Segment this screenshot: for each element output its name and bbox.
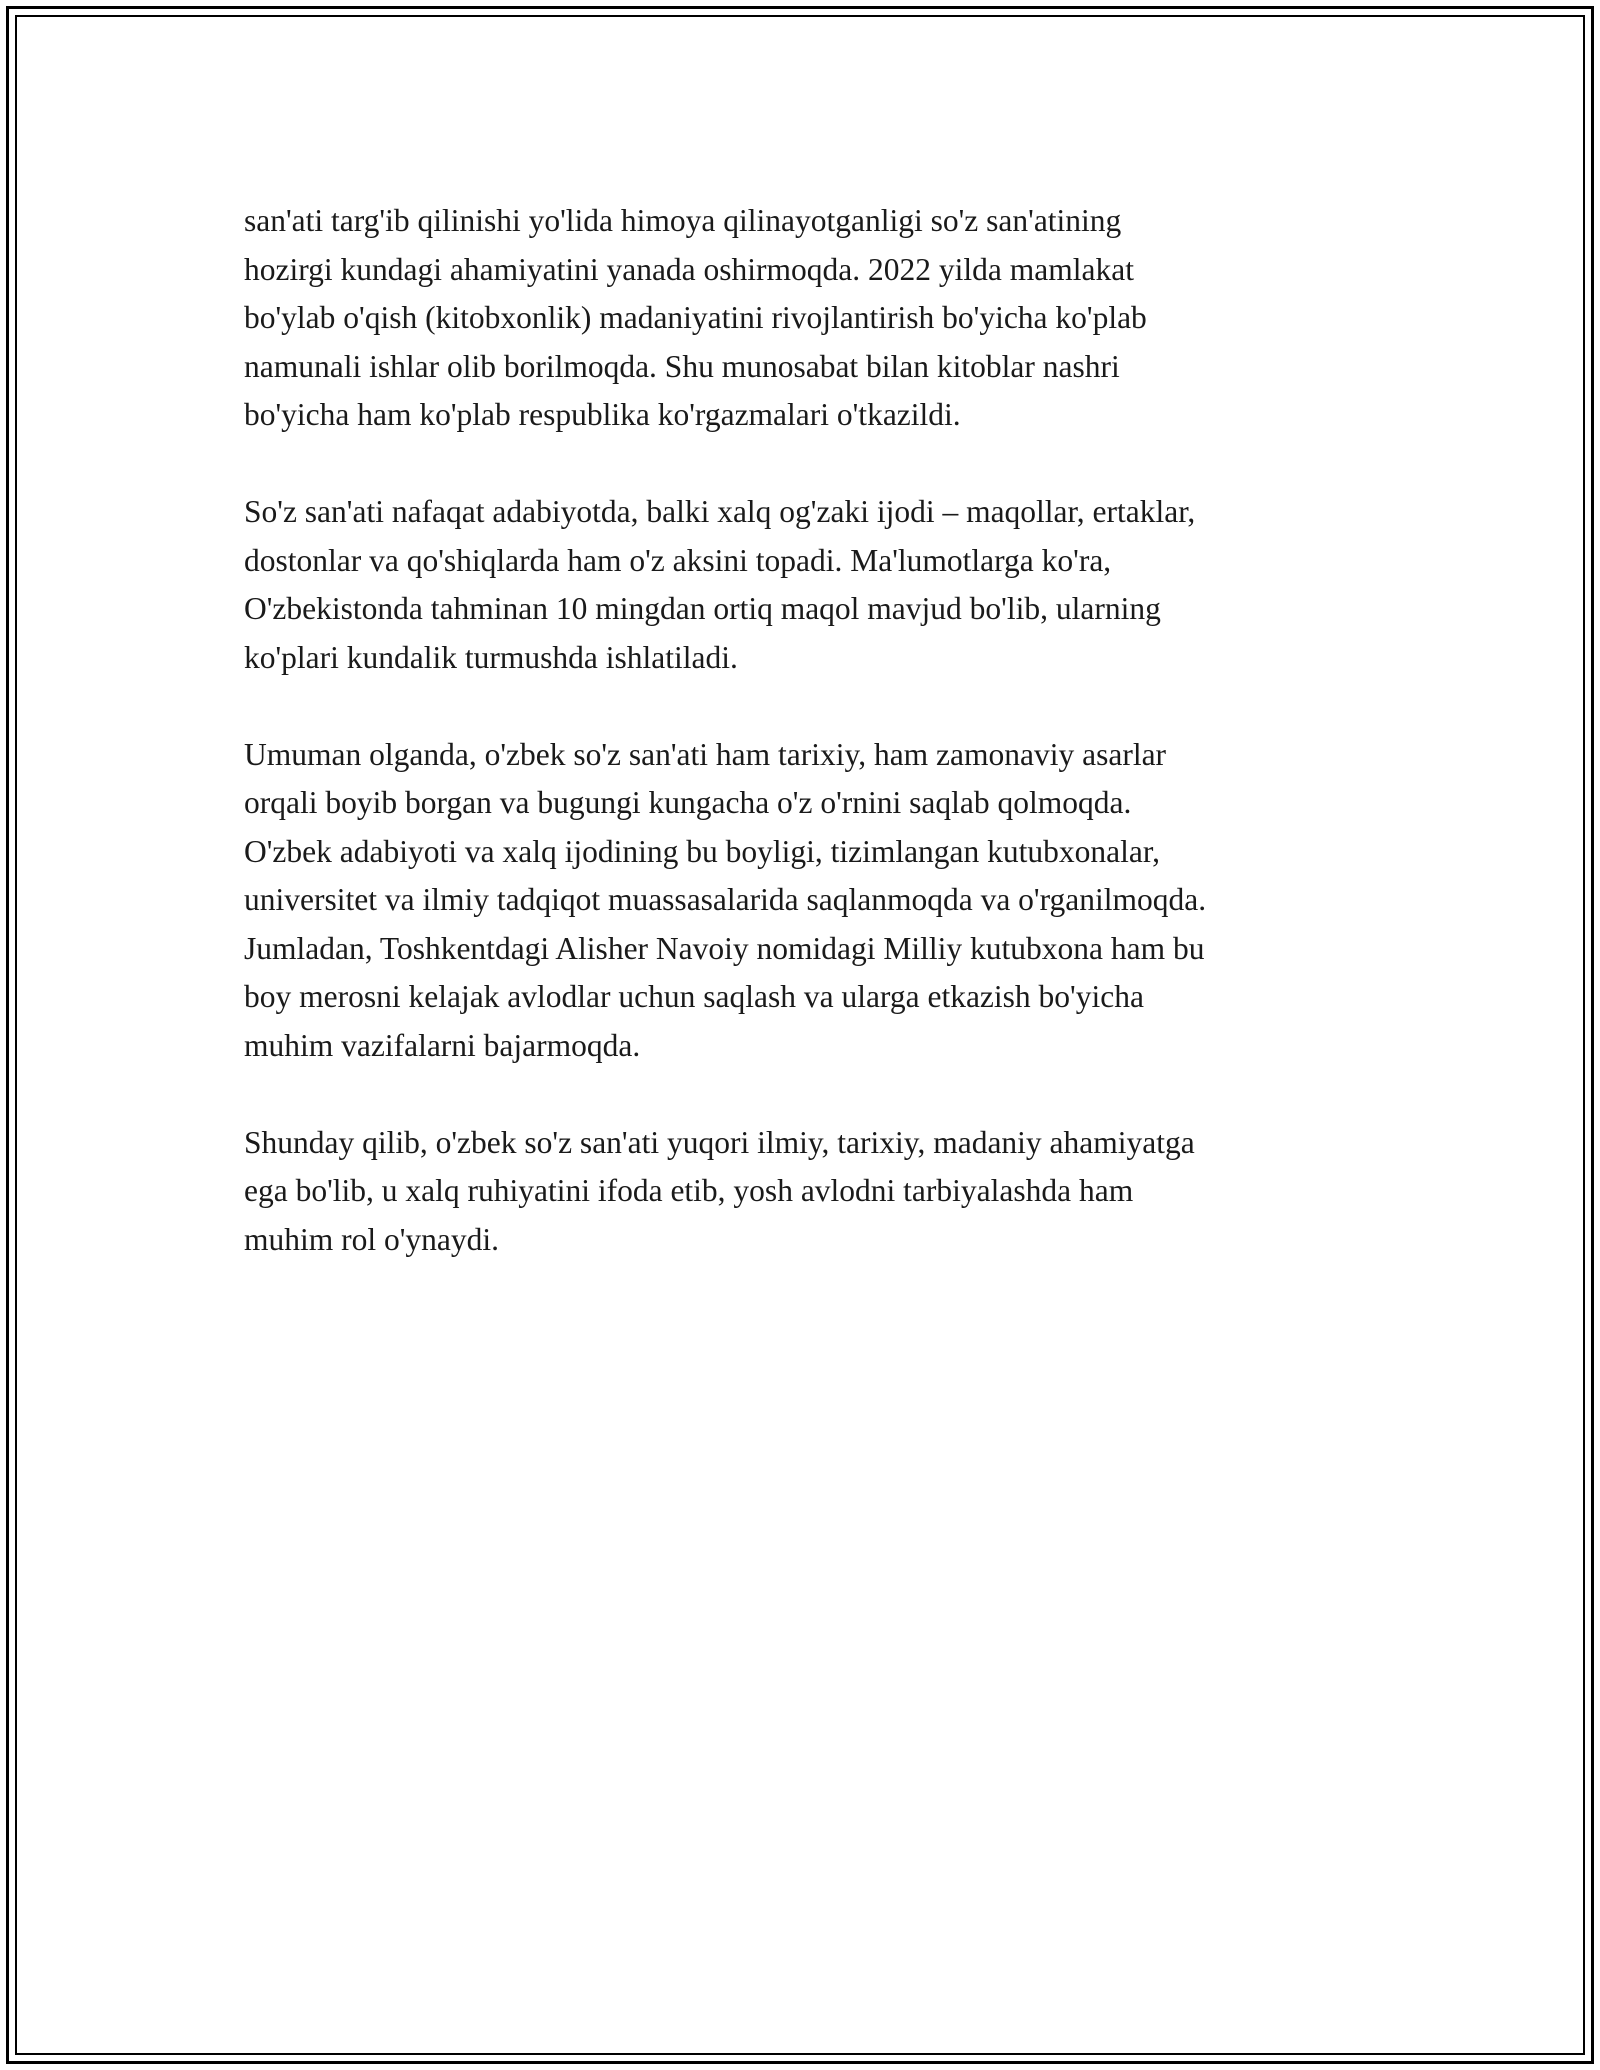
text-line: dostonlar va qo'shiqlarda ham o'z aksini topadi. Ma'lumotlarga ko'ra, — [244, 542, 1112, 578]
text-line: Umuman olganda, o'zbek so'z san'ati ham tarixiy, ham zamonaviy asarlar — [244, 736, 1167, 772]
text-line: namunali ishlar olib borilmoqda. Shu munosabat bilan kitoblar nashri — [244, 348, 1120, 384]
text-line: orqali boyib borgan va bugungi kungacha o'z o'rnini saqlab qolmoqda. — [244, 785, 1132, 820]
text-line: O'zbek adabiyoti va xalq ijodining bu boyligi, tizimlangan kutubxonalar, — [244, 833, 1160, 869]
paragraph-2 — [244, 488, 1424, 682]
text-line: ko'plari kundalik turmushda ishlatiladi. — [244, 639, 738, 675]
text-line: boy merosni kelajak avlodlar uchun saqlash va ularga etkazish bo'yicha — [244, 979, 1144, 1014]
paragraph-4 — [244, 1119, 1424, 1265]
text-line: bo'yicha ham ko'plab respublika ko'rgazmalari o'tkazildi. — [244, 397, 961, 432]
text-line: ega bo'lib, u xalq ruhiyatini ifoda etib, yosh avlodni tarbiyalashda ham — [244, 1173, 1134, 1208]
text-line: bo'ylab o'qish (kitobxonlik) madaniyatini rivojlantirish bo'yicha ko'plab — [244, 300, 1147, 335]
text-line: So'z san'ati nafaqat adabiyotda, balki xalq og'zaki ijodi – maqollar, ertaklar, — [244, 494, 1196, 529]
text-line: Shunday qilib, o'zbek so'z san'ati yuqori ilmiy, tarixiy, madaniy ahamiyatga — [244, 1124, 1195, 1160]
text-line: Jumladan, Toshkentdagi Alisher Navoiy nomidagi Milliy kutubxona ham bu — [244, 930, 1205, 966]
paragraph-1 — [244, 197, 1424, 440]
text-line: muhim rol o'ynaydi. — [244, 1221, 500, 1257]
text-line: san'ati targ'ib qilinishi yo'lida himoya qilinayotganligi so'z san'atining — [244, 203, 1122, 238]
text-line: muhim vazifalarni bajarmoqda. — [244, 1027, 641, 1063]
text-line: O'zbekistonda tahminan 10 mingdan ortiq maqol mavjud bo'lib, ularning — [244, 591, 1161, 626]
page-border — [6, 6, 1594, 2064]
text-line: universitet va ilmiy tadqiqot muassasalarida saqlanmoqda va o'rganilmoqda. — [244, 882, 1207, 917]
paragraph-3 — [244, 731, 1424, 1071]
document-body — [244, 197, 1424, 1313]
text-line: hozirgi kundagi ahamiyatini yanada oshirmoqda. 2022 yilda mamlakat — [244, 251, 1134, 287]
